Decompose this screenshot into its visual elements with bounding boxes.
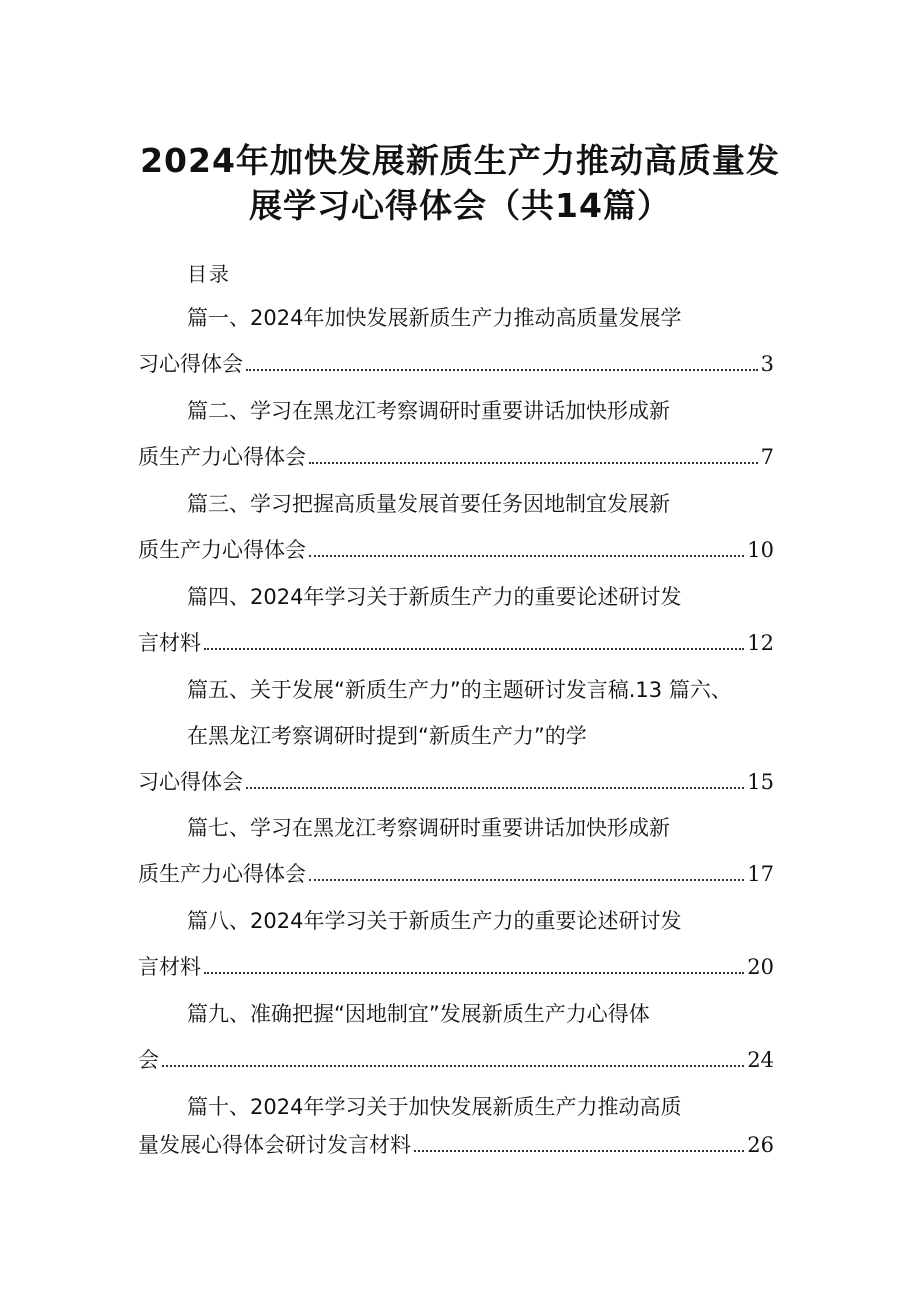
dot-leader (309, 878, 744, 881)
toc-entry-3-line-1: 篇三、学习把握高质量发展首要任务因地制宜发展新 (187, 492, 670, 516)
document-title-line-2: 展学习心得体会（共14篇） (249, 186, 671, 225)
toc-entry-2-line-1: 篇二、学习在黑龙江考察调研时重要讲话加快形成新 (187, 399, 670, 423)
toc-page-number: 26 (747, 1133, 774, 1157)
toc-entry-text: 言材料 (138, 631, 201, 655)
dot-leader (309, 461, 758, 464)
toc-entry-text: 会 (138, 1048, 159, 1072)
toc-entry-text: 习心得体会 (138, 352, 243, 376)
toc-entry-7-line-1: 篇七、学习在黑龙江考察调研时重要讲话加快形成新 (187, 816, 670, 840)
toc-entry-3-line-2 (138, 535, 774, 565)
toc-entry-5-line-1: 篇五、关于发展“新质生产力”的主题研讨发言稿.13 篇六、 (187, 678, 732, 702)
toc-entry-1-line-2 (138, 349, 774, 379)
dot-leader (414, 1149, 744, 1152)
toc-entry-4-line-1: 篇四、2024年学习关于新质生产力的重要论述研讨发 (187, 585, 682, 609)
dot-leader (246, 786, 744, 789)
toc-page-number: 24 (747, 1048, 774, 1072)
toc-entry-text: 习心得体会 (138, 770, 243, 794)
dot-leader (162, 1064, 744, 1067)
toc-entry-6-line-1: 在黑龙江考察调研时提到“新质生产力”的学 (187, 724, 587, 748)
toc-entry-8-line-2 (138, 952, 774, 982)
toc-entry-8-line-1: 篇八、2024年学习关于新质生产力的重要论述研讨发 (187, 909, 682, 933)
toc-entry-4-line-2 (138, 628, 774, 658)
dot-leader (204, 647, 744, 650)
toc-entry-text: 言材料 (138, 955, 201, 979)
dot-leader (246, 368, 758, 371)
toc-page-number: 20 (747, 955, 774, 979)
toc-entry-9-line-1: 篇九、准确把握“因地制宜”发展新质生产力心得体 (187, 1002, 650, 1026)
toc-entry-text: 质生产力心得体会 (138, 862, 306, 886)
toc-entry-text: 质生产力心得体会 (138, 538, 306, 562)
toc-entry-6-line-2 (138, 767, 774, 797)
dot-leader (204, 971, 744, 974)
toc-page-number: 17 (747, 862, 774, 886)
toc-page-number: 12 (747, 631, 774, 655)
document-title-line-1: 2024年加快发展新质生产力推动高质量发 (140, 141, 780, 180)
toc-entry-1-line-1: 篇一、2024年加快发展新质生产力推动高质量发展学 (187, 306, 682, 330)
toc-entry-10-line-2 (138, 1130, 774, 1160)
toc-page-number: 7 (760, 445, 774, 469)
toc-entry-7-line-2 (138, 859, 774, 889)
toc-page-number: 10 (747, 538, 774, 562)
toc-entry-text: 量发展心得体会研讨发言材料 (138, 1133, 411, 1157)
toc-entry-2-line-2 (138, 442, 774, 472)
toc-page-number: 3 (760, 352, 774, 376)
toc-entry-9-line-2 (138, 1045, 774, 1075)
toc-page-number: 15 (747, 770, 774, 794)
toc-entry-10-line-1: 篇十、2024年学习关于加快发展新质生产力推动高质 (187, 1095, 682, 1119)
toc-entry-text: 质生产力心得体会 (138, 445, 306, 469)
toc-heading: 目录 (187, 262, 231, 286)
dot-leader (309, 554, 744, 557)
